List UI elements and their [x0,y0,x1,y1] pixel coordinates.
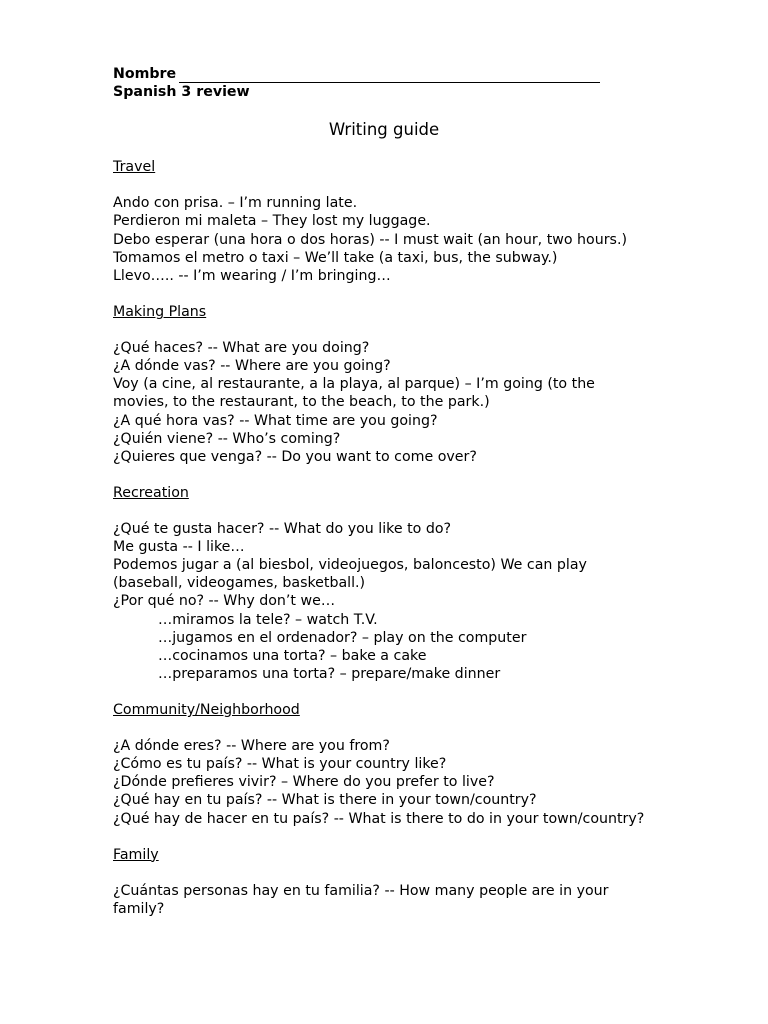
section-heading: Community/Neighborhood [113,702,300,718]
section-heading: Family [113,846,159,863]
section-heading: Recreation [113,484,189,501]
course-label: Spanish 3 review [113,84,250,101]
section-family [113,846,653,918]
phrase-line: ¿Qué te gusta hacer? -- What do you like to do? [113,521,452,538]
phrase-line: Llevo….. -- I’m wearing / I’m bringing… [113,267,391,284]
phrase-line: Perdieron mi maleta – They lost my luggage. [113,213,431,230]
phrase-line: Debo esperar (una hora o dos horas) -- I must wait (an hour, two hours.) [113,231,627,248]
section-recreation [113,484,653,701]
phrase-line: ¿A qué hora vas? -- What time are you going? [113,412,438,429]
phrase-line: ¿Quién viene? -- Who’s coming? [113,430,341,447]
section-heading: Travel [113,159,156,176]
name-row [113,65,653,83]
phrase-line: Voy (a cine, al restaurante, a la playa, al parque) – I’m going (to the movies, to the restaurant, to the beach, to the park.) [113,376,595,411]
phrase-line: ¿Por qué no? -- Why don’t we… [113,593,336,610]
indented-phrase-line: …miramos la tele? – watch T.V. [158,611,378,628]
indented-phrase-line: …preparamos una torta? – prepare/make dinner [158,665,501,682]
phrase-line: ¿Dónde prefieres vivir? – Where do you prefer to live? [113,774,495,791]
phrase-line: ¿Qué hay de hacer en tu país? -- What is there to do in your town/country? [113,810,645,827]
phrase-line: ¿Qué haces? -- What are you doing? [113,340,370,357]
name-blank-line [179,68,600,83]
document-page [113,65,653,918]
section-making-plans [113,303,653,484]
phrase-line: Podemos jugar a (al biesbol, videojuegos, baloncesto) We can play (baseball, videogames, basketball.) [113,557,587,592]
phrase-line: ¿Quieres que venga? -- Do you want to come over? [113,448,477,465]
phrase-line: ¿A dónde vas? -- Where are you going? [113,358,391,375]
phrase-line: Me gusta -- I like… [113,539,245,556]
page-title: Writing guide [328,120,440,140]
section-community [113,701,653,846]
indented-phrase-line: …jugamos en el ordenador? – play on the computer [158,629,527,646]
phrase-line: ¿A dónde eres? -- Where are you from? [113,738,390,755]
section-travel [113,158,653,303]
phrase-line: ¿Cómo es tu país? -- What is your country like? [113,756,447,773]
name-label: Nombre [113,66,177,82]
indented-phrase-line: …cocinamos una torta? – bake a cake [158,647,427,664]
phrase-line: ¿Cuántas personas hay en tu familia? -- How many people are in your family? [113,882,609,918]
phrase-line: Tomamos el metro o taxi – We’ll take (a taxi, bus, the subway.) [113,249,558,266]
phrase-line: ¿Qué hay en tu país? -- What is there in your town/country? [113,792,537,809]
phrase-line: Ando con prisa. – I’m running late. [113,195,358,212]
section-heading: Making Plans [113,303,207,320]
